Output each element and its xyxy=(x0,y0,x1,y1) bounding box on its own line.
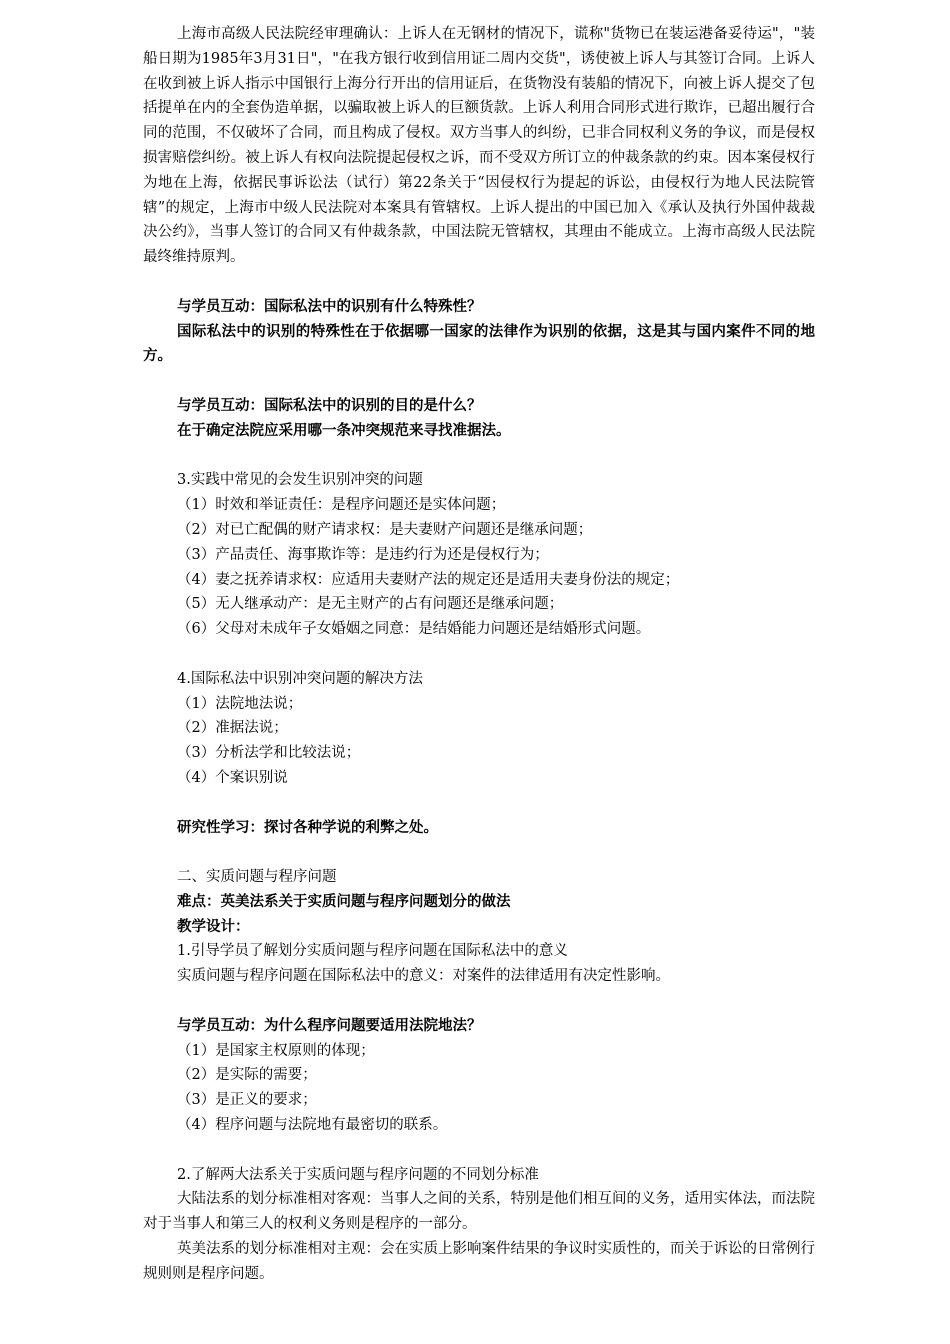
spacer xyxy=(143,989,815,1014)
spacer xyxy=(143,444,815,469)
spacer xyxy=(143,270,815,295)
section-heading: 3.实践中常见的会发生识别冲突的问题 xyxy=(177,472,423,489)
interaction-question: 与学员互动：国际私法中的识别有什么特殊性？ xyxy=(177,297,482,315)
list-item: （4）程序问题与法院地有最密切的联系。 xyxy=(177,1117,448,1134)
interaction-question: 与学员互动：国际私法中的识别的目的是什么？ xyxy=(177,396,482,414)
list-item: （2）准据法说； xyxy=(177,720,288,737)
step-heading: 1.引导学员了解划分实质问题与程序问题在国际私法中的意义 xyxy=(177,943,568,960)
spacer xyxy=(143,642,815,667)
list-item: （5）无人继承动产：是无主财产的占有问题还是继承问题； xyxy=(177,596,564,613)
common-law-paragraph: 英美法系的划分标准相对主观：会在实质上影响案件结果的争议时实质性的，而关于诉讼的日常例行规则则是程序问题。 xyxy=(143,1241,815,1282)
spacer xyxy=(143,791,815,816)
case-paragraph: 上海市高级人民法院经审理确认：上诉人在无钢材的情况下，谎称"货物已在装运港备妥待运"，"装船日期为1985年3月31日"，"在我方银行收到信用证二周内交货"，诱使被上诉人与其签订合同。上诉人在收到被上诉人指示中国银行上海分行开出的信用证后，在货物没有装船的情况下，向被上诉人提交了包括提单在内的全套伪造单据，以骗取被上诉人的巨额货款。上诉人利用合同形式进行欺诈，已超出履行合同的范围，不仅破坏了合同，而且构成了侵权。双方当事人的纠纷，已非合同权利义务的争议，而是侵权损害赔偿纠纷。被上诉人有权向法院提起侵权之诉，而不受双方所订立的仲裁条款的约束。因本案侵权行为地在上海，依据民事诉讼法（试行）第22条关于“因侵权行为提起的诉讼，由侵权行为地人民法院管辖”的规定，上海市中级人民法院对本案具有管辖权。上诉人提出的中国已加入《承认及执行外国仲裁裁决公约》，当事人签订的合同又有仲裁条款，中国法院无管辖权，其理由不能成立。上海市高级人民法院最终维持原判。 xyxy=(143,26,815,266)
list-item: （2）是实际的需要； xyxy=(177,1067,317,1084)
spacer xyxy=(143,369,815,394)
list-item: （1）是国家主权原则的体现； xyxy=(177,1042,375,1059)
spacer xyxy=(143,1138,815,1163)
solution-method-list xyxy=(143,692,815,791)
step-heading: 2.了解两大法系关于实质问题与程序问题的不同划分标准 xyxy=(177,1166,539,1183)
list-item: （4）个案识别说 xyxy=(177,769,288,786)
research-note: 研究性学习：探讨各种学说的利弊之处。 xyxy=(177,818,438,836)
continental-law-paragraph: 大陆法系的划分标准相对客观：当事人之间的关系，特别是他们相互间的义务，适用实体法，而法院对于当事人和第三人的权利义务则是程序的一部分。 xyxy=(143,1191,815,1233)
reason-list xyxy=(143,1039,815,1138)
interaction-question: 与学员互动：为什么程序问题要适用法院地法？ xyxy=(177,1016,482,1034)
interaction-answer: 在于确定法院应采用哪一条冲突规范来寻找准据法。 xyxy=(177,421,511,439)
list-item: （1）时效和举证责任：是程序问题还是实体问题； xyxy=(177,497,506,514)
interaction-answer: 国际私法中的识别的特殊性在于依据哪一国家的法律作为识别的依据，这是其与国内案件不同的地方。 xyxy=(143,322,815,365)
list-item: （3）是正义的要求； xyxy=(177,1092,317,1109)
step-text: 实质问题与程序问题在国际私法中的意义：对案件的法律适用有决定性影响。 xyxy=(177,968,670,985)
spacer xyxy=(143,840,815,865)
list-item: （2）对已亡配偶的财产请求权：是夫妻财产问题还是继承问题； xyxy=(177,521,593,538)
list-item: （3）分析法学和比较法说； xyxy=(177,745,361,762)
conflict-issue-list xyxy=(143,493,815,642)
list-item: （3）产品责任、海事欺诈等：是违约行为还是侵权行为； xyxy=(177,546,549,563)
part-title: 二、实质问题与程序问题 xyxy=(177,869,337,886)
list-item: （4）妻之抚养请求权：应适用夫妻财产法的规定还是适用夫妻身份法的规定； xyxy=(177,571,680,588)
section-heading: 4.国际私法中识别冲突问题的解决方法 xyxy=(177,670,423,687)
list-item: （6）父母对未成年子女婚姻之同意：是结婚能力问题还是结婚形式问题。 xyxy=(177,621,651,638)
design-label: 教学设计： xyxy=(177,917,250,935)
list-item: （1）法院地法说； xyxy=(177,695,303,712)
difficulty-note: 难点：英美法系关于实质问题与程序问题划分的做法 xyxy=(177,892,511,910)
